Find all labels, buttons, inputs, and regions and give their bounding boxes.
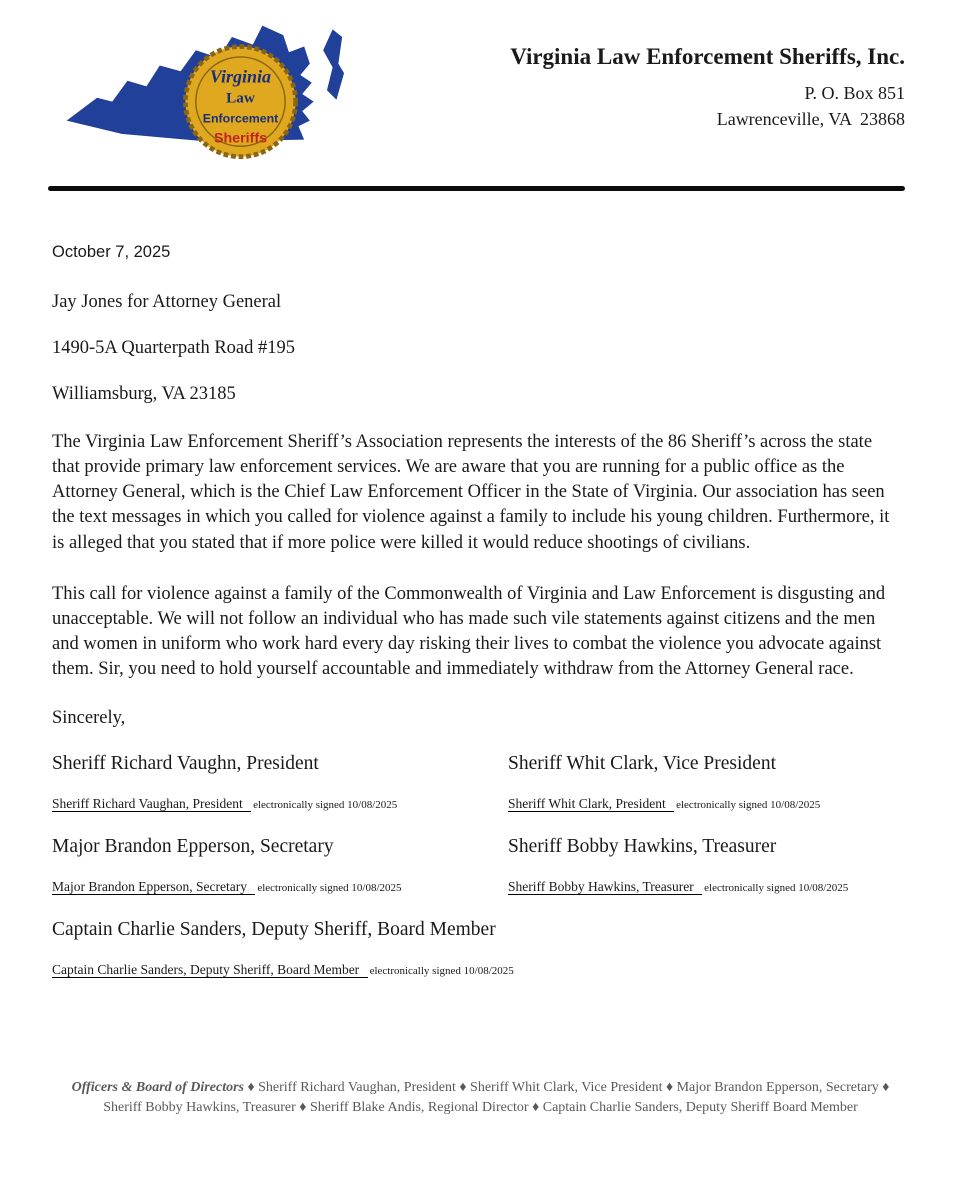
recipient-block	[52, 292, 903, 405]
org-po-box: P. O. Box 851	[804, 83, 905, 103]
footer	[0, 1078, 961, 1118]
printed-name: Sheriff Richard Vaughn, President	[52, 753, 319, 775]
virginia-state-badge-icon	[62, 18, 362, 170]
signature-note: electronically signed 10/08/2025	[369, 965, 514, 978]
signature-line	[508, 796, 903, 812]
org-address-block	[510, 44, 905, 132]
signature-note: electronically signed 10/08/2025	[257, 882, 402, 895]
signature-block-secretary	[52, 836, 508, 895]
footer-label: Officers & Board of Directors	[71, 1080, 244, 1095]
electronic-signature: Major Brandon Epperson, Secretary	[52, 879, 255, 895]
badge-text-enforcement: Enforcement	[202, 111, 279, 126]
signature-block-board-member	[52, 919, 903, 978]
paragraph-1: The Virginia Law Enforcement Sheriff’s Association represents the interests of the 86 Sheriff’s across the state that provide primary law enforcement services. We are aware that you are running for a public office as the Attorney General, which is the Chief Law Enforcement Officer in the State of Virginia. Our association has seen the text messages in which you called for violence against a family to include his young children. Furthermore, it is alleged that you stated that if more police were killed it would reduce shootings of civilians.	[52, 432, 890, 553]
electronic-signature: Sheriff Whit Clark, President	[508, 796, 674, 812]
badge-text-law: Law	[226, 89, 255, 107]
org-city-state-zip: Lawrenceville, VA 23868	[716, 109, 905, 130]
footer-officers-list	[63, 1078, 899, 1118]
signature-line	[52, 796, 508, 812]
org-logo	[62, 18, 362, 170]
electronic-signature: Sheriff Richard Vaughan, President	[52, 796, 251, 812]
signature-block-vice-president	[508, 753, 903, 812]
letterhead	[0, 0, 961, 170]
recipient-street: 1490-5A Quarterpath Road #195	[52, 338, 296, 358]
recipient-city: Williamsburg, VA 23185	[52, 384, 236, 404]
signature-note: electronically signed 10/08/2025	[704, 882, 849, 895]
signature-section	[52, 753, 903, 1002]
electronic-signature: Captain Charlie Sanders, Deputy Sheriff, Board Member	[52, 962, 368, 978]
signature-note: electronically signed 10/08/2025	[253, 799, 398, 812]
recipient-name: Jay Jones for Attorney General	[52, 292, 282, 312]
footer-members: ♦ Sheriff Richard Vaughan, President ♦ Sheriff Whit Clark, Vice President ♦ Major Brandon Epperson, Secretary ♦ Sheriff Bobby Hawkins, Treasurer ♦ Sheriff Blake Andis, Regional Director ♦ Captain Charlie Sanders, Deputy Sheriff Board Member	[103, 1080, 890, 1115]
org-name: Virginia Law Enforcement Sheriffs, Inc.	[510, 44, 905, 69]
badge-text-sheriffs: Sheriffs	[213, 130, 268, 147]
closing: Sincerely,	[52, 708, 126, 729]
printed-name: Sheriff Bobby Hawkins, Treasurer	[508, 836, 777, 858]
eastern-shore-shape	[323, 29, 344, 99]
header-rule	[48, 186, 905, 191]
signature-block-treasurer	[508, 836, 903, 895]
paragraph-2: This call for violence against a family of the Commonwealth of Virginia and Law Enforcement is disgusting and unacceptable. We will not follow an individual who has made such vile statements against citizens and the men and women in uniform who work hard every day risking their lives to combat the violence you advocate against them. Sir, you need to hold yourself accountable and immediately withdraw from the Attorney General race.	[52, 583, 886, 680]
letter-body	[0, 243, 961, 1002]
signature-line	[508, 879, 903, 895]
signature-note: electronically signed 10/08/2025	[676, 799, 821, 812]
badge-text-virginia: Virginia	[209, 66, 272, 87]
signature-line	[52, 879, 508, 895]
letter-date: October 7, 2025	[52, 243, 171, 261]
printed-name: Captain Charlie Sanders, Deputy Sheriff, Board Member	[52, 919, 496, 941]
printed-name: Major Brandon Epperson, Secretary	[52, 836, 334, 858]
printed-name: Sheriff Whit Clark, Vice President	[508, 753, 776, 775]
signature-block-president	[52, 753, 508, 812]
electronic-signature: Sheriff Bobby Hawkins, Treasurer	[508, 879, 702, 895]
signature-line	[52, 962, 903, 978]
